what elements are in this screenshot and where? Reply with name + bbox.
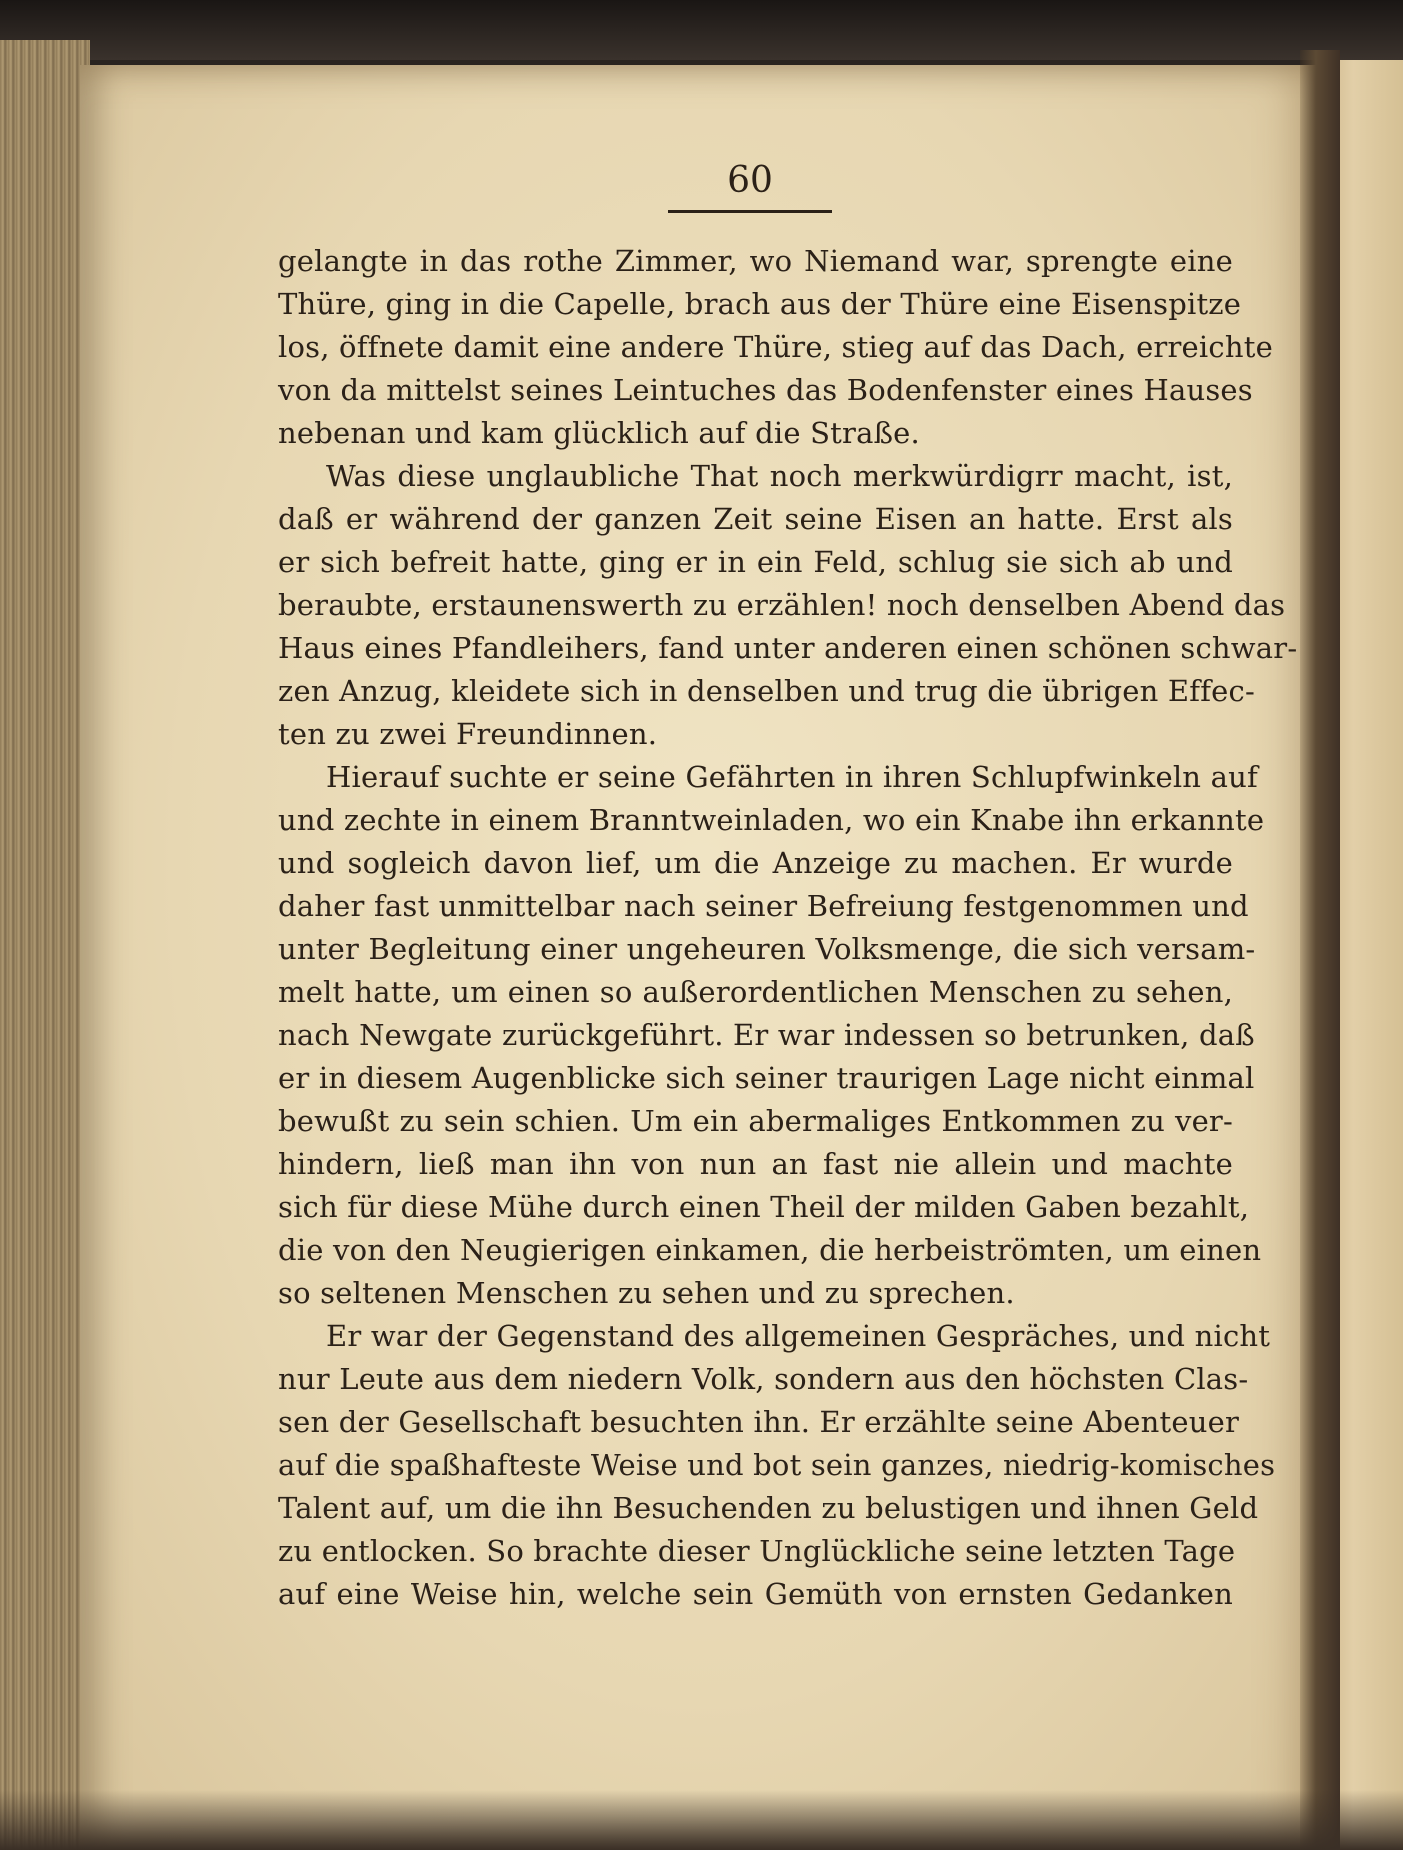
text-line: gelangte in das rothe Zimmer, wo Niemand war, sprengte eine (278, 244, 1233, 278)
text-line: auf die spaßhafteste Weise und bot sein ganzes, niedrig-komisches (278, 1448, 1276, 1482)
text-line: Thüre, ging in die Capelle, brach aus der Thüre eine Eisenspitze (278, 287, 1242, 321)
text-line: von da mittelst seines Leintuches das Bodenfenster eines Hauses (278, 373, 1253, 407)
text-line: Talent auf, um die ihn Besuchenden zu belustigen und ihnen Geld (278, 1491, 1259, 1525)
text-line: bewußt zu sein schien. Um ein abermaliges Entkommen zu ver- (278, 1104, 1233, 1138)
text-line: daher fast unmittelbar nach seiner Befreiung festgenommen und (278, 889, 1249, 923)
text-line: Was diese unglaubliche That noch merkwürdigrr macht, ist, (326, 459, 1233, 493)
text-line: er sich befreit hatte, ging er in ein Feld, schlug sie sich ab und (278, 545, 1233, 579)
text-line: und zechte in einem Branntweinladen, wo ein Knabe ihn erkannte (278, 803, 1265, 837)
text-line: sen der Gesellschaft besuchten ihn. Er erzählte seine Abenteuer (278, 1405, 1240, 1439)
page-number: 60 (727, 160, 773, 201)
text-line: ten zu zwei Freundinnen. (278, 717, 658, 751)
text-line: Hierauf suchte er seine Gefährten in ihren Schlupfwinkeln auf (326, 760, 1258, 794)
text-line: zen Anzug, kleidete sich in denselben und trug die übrigen Effec- (278, 674, 1255, 708)
book-page-edges (0, 40, 90, 1850)
scan-border-top (0, 0, 1403, 60)
text-line: Haus eines Pfandleihers, fand unter anderen einen schönen schwar- (278, 631, 1298, 665)
text-line: hindern, ließ man ihn von nun an fast nie allein und machte (278, 1147, 1233, 1181)
header-rule (668, 210, 832, 213)
body-text (278, 240, 1298, 1616)
text-line: nebenan und kam glücklich auf die Straße. (278, 416, 920, 450)
scan-border-bottom (0, 1790, 1403, 1850)
text-line: sich für diese Mühe durch einen Theil der milden Gaben bezahlt, (278, 1190, 1250, 1224)
text-line: unter Begleitung einer ungeheuren Volksmenge, die sich versam- (278, 932, 1256, 966)
text-line: so seltenen Menschen zu sehen und zu sprechen. (278, 1276, 1015, 1310)
text-line: los, öffnete damit eine andere Thüre, stieg auf das Dach, erreichte (278, 330, 1273, 364)
text-line: die von den Neugierigen einkamen, die herbeiströmten, um einen (278, 1233, 1262, 1267)
text-line: auf eine Weise hin, welche sein Gemüth von ernsten Gedanken (278, 1577, 1233, 1611)
text-line: er in diesem Augenblicke sich seiner traurigen Lage nicht einmal (278, 1061, 1255, 1095)
text-line: zu entlocken. So brachte dieser Unglückliche seine letzten Tage (278, 1534, 1236, 1568)
text-line: nach Newgate zurückgeführt. Er war indessen so betrunken, daß (278, 1018, 1255, 1052)
book-gutter (1300, 50, 1340, 1850)
text-line: beraubte, erstaunenswerth zu erzählen! noch denselben Abend das (278, 588, 1286, 622)
text-line: melt hatte, um einen so außerordentlichen Menschen zu sehen, (278, 975, 1233, 1009)
text-line: und sogleich davon lief, um die Anzeige zu machen. Er wurde (278, 846, 1233, 880)
text-line: Er war der Gegenstand des allgemeinen Gespräches, und nicht (326, 1319, 1271, 1353)
text-line: daß er während der ganzen Zeit seine Eisen an hatte. Erst als (278, 502, 1233, 536)
text-line: nur Leute aus dem niedern Volk, sondern aus den höchsten Clas- (278, 1362, 1249, 1396)
